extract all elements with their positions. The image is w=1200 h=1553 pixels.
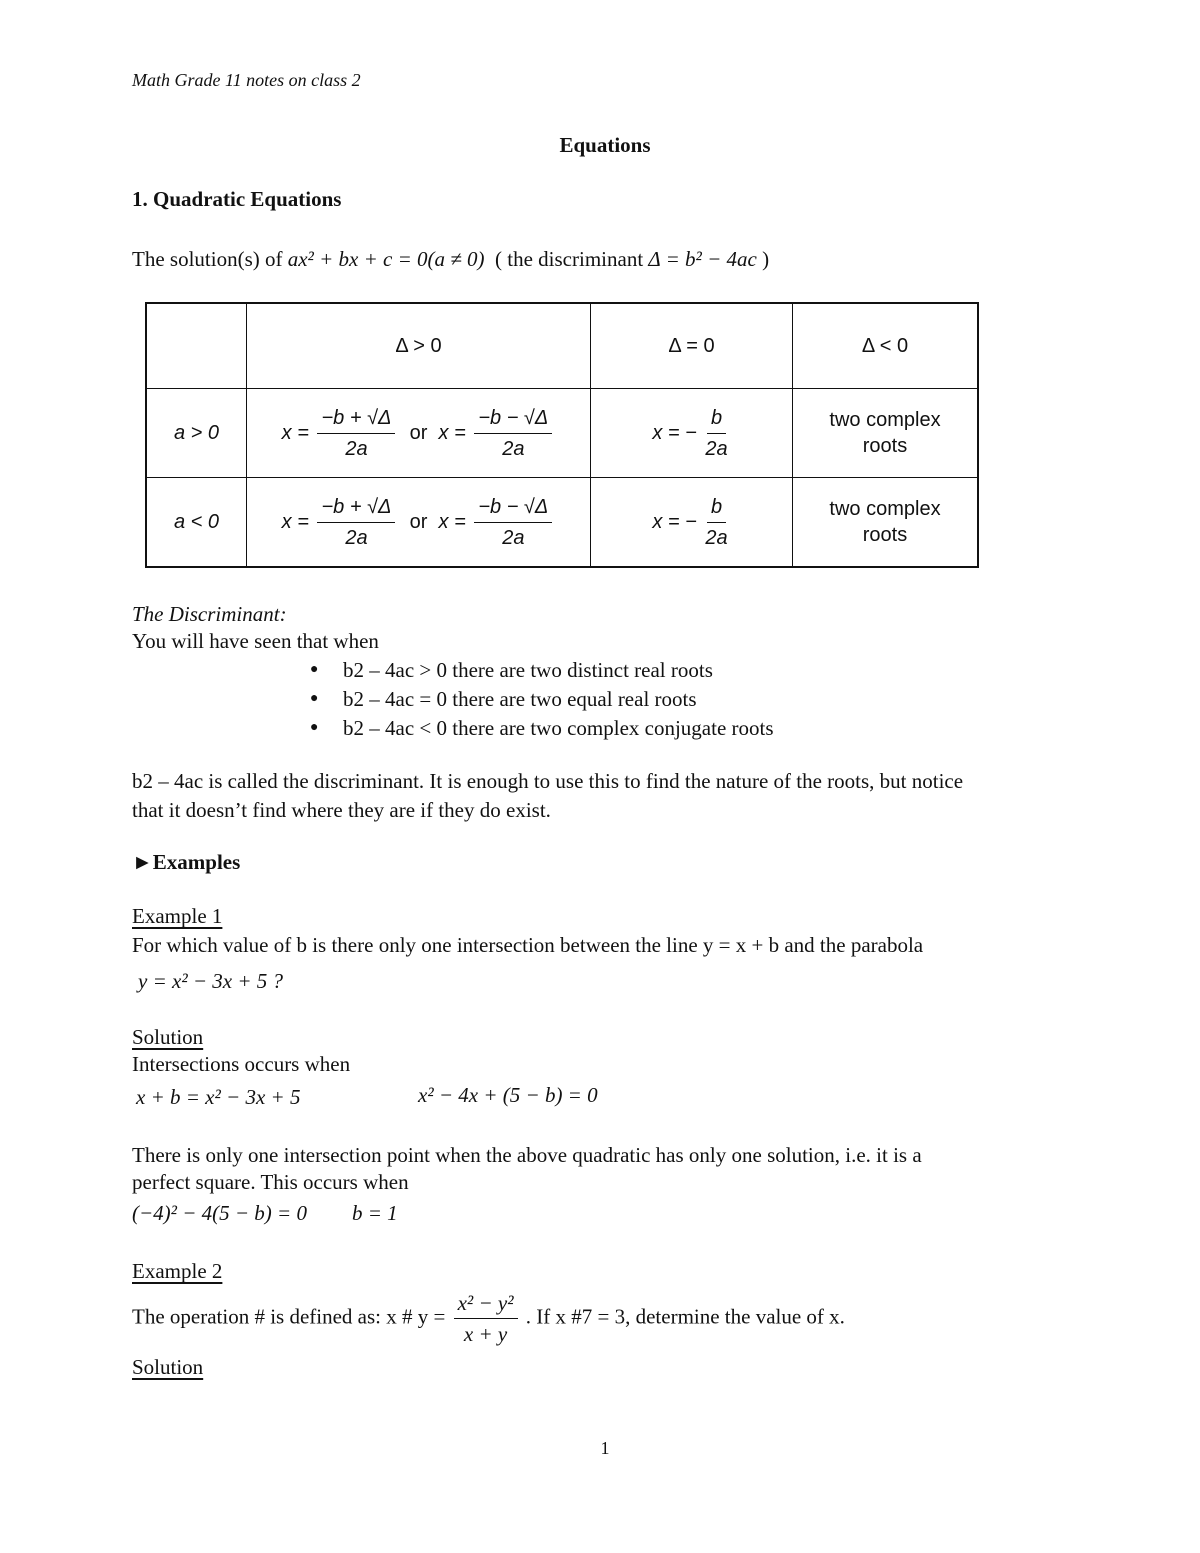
table-row	[146, 389, 978, 478]
example1-question: For which value of b is there only one intersection between the line y = x + b and the parabola	[132, 933, 924, 957]
intro-paren-close: )	[762, 247, 770, 271]
bullet-icon: ●	[310, 662, 319, 677]
row-label-text: a < 0	[173, 510, 220, 533]
example1-solution-text: There is only one intersection point when the above quadratic has only one solution, i.e. it is a	[132, 1143, 922, 1167]
or-text: or	[409, 421, 428, 444]
intro-line	[132, 245, 769, 273]
example1-equation: x + b = x² − 3x + 5	[136, 1085, 301, 1109]
table-header-cell: Δ < 0	[793, 303, 979, 389]
example1-solution-text: Intersections occurs when	[132, 1052, 351, 1076]
intro-discriminant: Δ = b² − 4ac	[648, 247, 757, 271]
double-root-fraction	[705, 405, 727, 462]
fraction-numerator: b	[707, 405, 726, 434]
page-title: Equations	[559, 133, 651, 157]
bullet-icon: ●	[310, 720, 319, 735]
fraction-numerator: b	[707, 494, 726, 523]
row-label	[146, 389, 247, 478]
fraction-denominator: 2a	[345, 526, 368, 549]
complex-text: two complex	[829, 409, 941, 431]
root-fraction-plus	[317, 494, 395, 551]
discriminant-bullet: b2 – 4ac < 0 there are two complex conjugate roots	[343, 716, 774, 740]
fraction-numerator: −b − √Δ	[474, 494, 552, 523]
examples-heading: ►Examples	[132, 850, 241, 874]
fraction-numerator: −b + √Δ	[317, 494, 395, 523]
complex-text: roots	[862, 524, 908, 546]
complex-text: two complex	[829, 498, 941, 520]
x-equals: x =	[438, 510, 466, 533]
row-label	[146, 478, 247, 568]
example2-text: . If x #7 = 3, determine the value of x.	[525, 1304, 845, 1329]
fraction-numerator: x² − y²	[454, 1290, 518, 1319]
fraction-denominator: 2a	[502, 526, 525, 549]
fraction-denominator: 2a	[705, 526, 728, 549]
example2-text: The operation # is defined as: x # y =	[132, 1304, 446, 1329]
intro-paren-open: ( the discriminant	[495, 247, 644, 271]
fraction-denominator: 2a	[345, 437, 368, 460]
example1-solution-label: Solution	[132, 1025, 204, 1049]
row-label-text: a > 0	[173, 421, 220, 444]
x-equals: x =	[281, 510, 309, 533]
positive-cell	[247, 478, 591, 568]
zero-cell	[591, 478, 793, 568]
page-number: 1	[600, 1438, 610, 1458]
or-text: or	[409, 510, 428, 533]
section-heading: 1. Quadratic Equations	[132, 187, 342, 211]
x-equals: x =	[281, 421, 309, 444]
root-fraction-minus	[474, 494, 552, 551]
example2-label: Example 2	[132, 1259, 223, 1283]
zero-cell	[591, 389, 793, 478]
example1-parabola: y = x² − 3x + 5 ?	[138, 969, 284, 993]
table-row	[146, 478, 978, 568]
table-header-cell: Δ > 0	[247, 303, 591, 389]
example1-solution-text: perfect square. This occurs when	[132, 1170, 409, 1194]
solutions-table	[145, 302, 979, 568]
example2-question	[132, 1290, 845, 1347]
discriminant-paragraph: b2 – 4ac is called the discriminant. It is enough to use this to find the nature of the roots, but notice	[132, 769, 964, 793]
x-equals-minus: x = −	[652, 421, 697, 444]
discriminant-lead: You will have seen that when	[132, 629, 379, 653]
operation-fraction	[454, 1290, 518, 1347]
table-header-cell: Δ = 0	[591, 303, 793, 389]
intro-equation: ax² + bx + c = 0(a ≠ 0)	[287, 247, 485, 271]
example2-solution-label: Solution	[132, 1355, 204, 1379]
root-fraction-minus	[474, 405, 552, 462]
double-root-fraction	[705, 494, 727, 551]
bullet-icon: ●	[310, 691, 319, 706]
discriminant-title: The Discriminant:	[132, 602, 287, 626]
discriminant-paragraph: that it doesn’t find where they are if they do exist.	[132, 798, 551, 822]
x-equals: x =	[438, 421, 466, 444]
positive-cell	[247, 389, 591, 478]
fraction-numerator: −b − √Δ	[474, 405, 552, 434]
example1-equation: (−4)² − 4(5 − b) = 0	[132, 1201, 307, 1225]
negative-cell	[793, 389, 979, 478]
x-equals-minus: x = −	[652, 510, 697, 533]
discriminant-bullet: b2 – 4ac = 0 there are two equal real roots	[343, 687, 697, 711]
intro-lead: The solution(s) of	[132, 247, 283, 271]
negative-cell	[793, 478, 979, 568]
page-header: Math Grade 11 notes on class 2	[132, 70, 361, 90]
table-header-row	[146, 303, 978, 389]
fraction-denominator: 2a	[705, 437, 728, 460]
fraction-denominator: x + y	[463, 1322, 508, 1346]
fraction-denominator: 2a	[502, 437, 525, 460]
example1-equation: x² − 4x + (5 − b) = 0	[418, 1083, 598, 1107]
discriminant-bullet: b2 – 4ac > 0 there are two distinct real roots	[343, 658, 713, 682]
complex-text: roots	[862, 435, 908, 457]
fraction-numerator: −b + √Δ	[317, 405, 395, 434]
table-header-cell	[146, 303, 247, 389]
example1-answer: b = 1	[352, 1201, 398, 1225]
example1-label: Example 1	[132, 904, 223, 928]
root-fraction-plus	[317, 405, 395, 462]
